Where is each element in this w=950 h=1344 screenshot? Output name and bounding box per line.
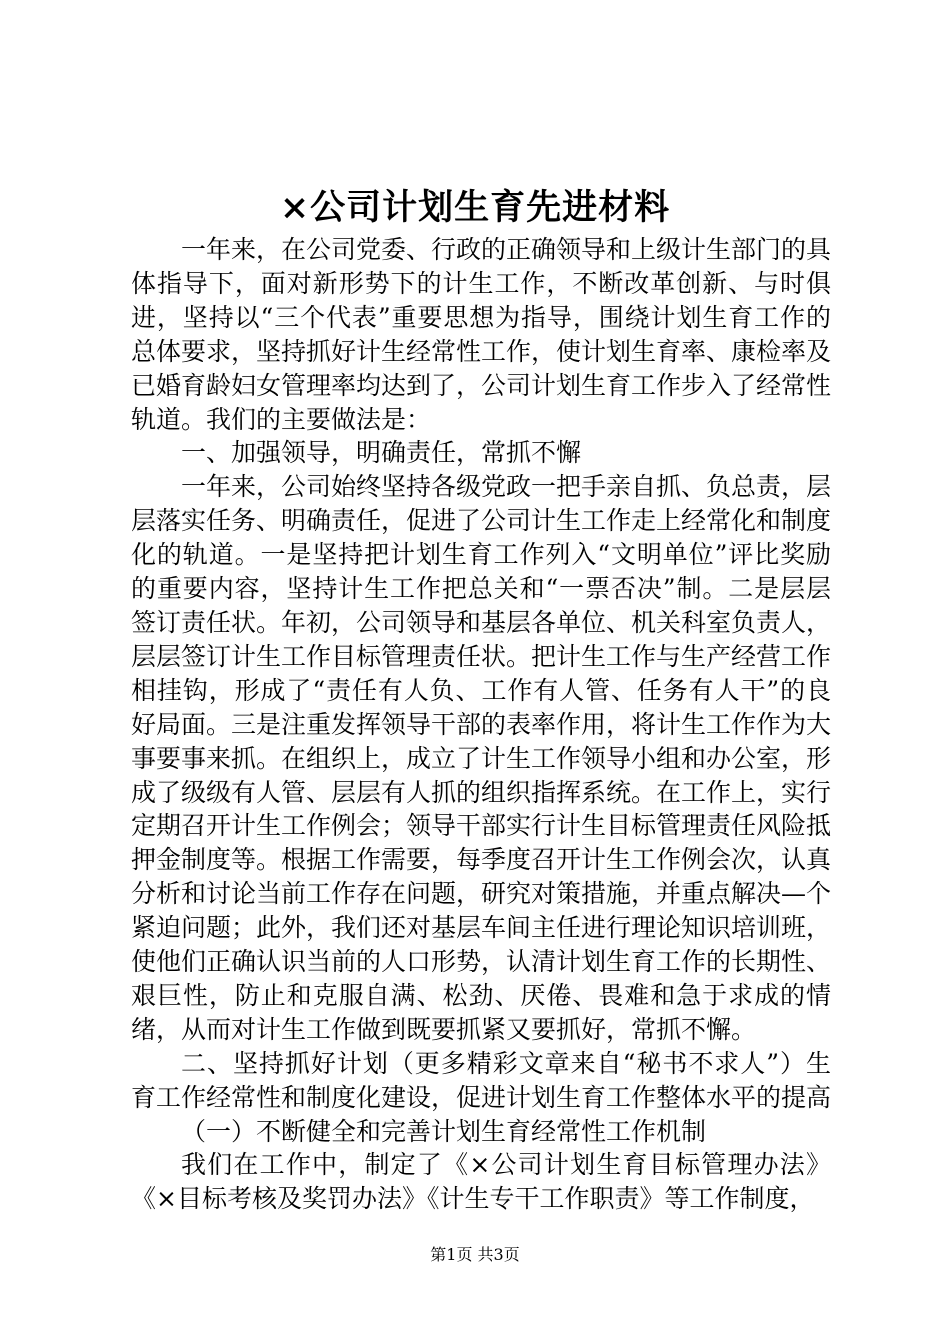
paragraph-intro: 一年来，在公司党委、行政的正确领导和上级计生部门的具体指导下，面对新形势下的计生工作，不断改革创新、与时俱进，坚持以“三个代表”重要思想为指导，围绕计划生育工作的总体要求，坚持抓好计生经常性工作，使计划生育率、康检率及已婚育龄妇女管理率均达到了，公司计划生育工作步入了经常性轨道。我们的主要做法是： — [131, 235, 832, 434]
section-heading-1: 一、加强领导，明确责任，常抓不懈 — [181, 438, 582, 468]
paragraph-subsection-1: 我们在工作中，制定了《×公司计划生育目标管理办法》《×目标考核及奖罚办法》《计生专干工作职责》等工作制度， — [131, 1150, 831, 1214]
document-title: ×公司计划生育先进材料 — [279, 187, 671, 228]
paragraph-section-1: 一年来，公司始终坚持各级党政一把手亲自抓、负总责，层层落实任务、明确责任，促进了公司计生工作走上经常化和制度化的轨道。一是坚持把计划生育工作列入“文明单位”评比奖励的重要内容，坚持计生工作把总关和“一票否决”制。二是层层签订责任状。年初，公司领导和基层各单位、机关科室负责人，层层签订计生工作目标管理责任状。把计生工作与生产经营工作相挂钩，形成了“责任有人负、工作有人管、任务有人干”的良好局面。三是注重发挥领导干部的表率作用，将计生工作作为大事要事来抓。在组织上，成立了计生工作领导小组和办公室，形成了级级有人管、层层有人抓的组织指挥系统。在工作上，实行定期召开计生工作例会；领导干部实行计生目标管理责任风险抵押金制度等。根据工作需要，每季度召开计生工作例会次，认真分析和讨论当前工作存在问题，研究对策措施，并重点解决—个紧迫问题；此外，我们还对基层车间主任进行理论知识培训班，使他们正确认识当前的人口形势，认清计划生育工作的长期性、艰巨性，防止和克服自满、松劲、厌倦、畏难和急于求成的情绪，从而对计生工作做到既要抓紧又要抓好，常抓不懈。 — [131, 472, 832, 1044]
page-number-footer: 第1页 共3页 — [430, 1245, 520, 1264]
section-heading-2: 二、坚持抓好计划（更多精彩文章来自“秘书不求人”）生育工作经常性和制度化建设，促进计划生育工作整体水平的提高 — [131, 1048, 832, 1112]
document-body — [131, 233, 831, 1216]
subsection-heading-1: （一）不断健全和完善计划生育经常性工作机制 — [181, 1116, 707, 1146]
